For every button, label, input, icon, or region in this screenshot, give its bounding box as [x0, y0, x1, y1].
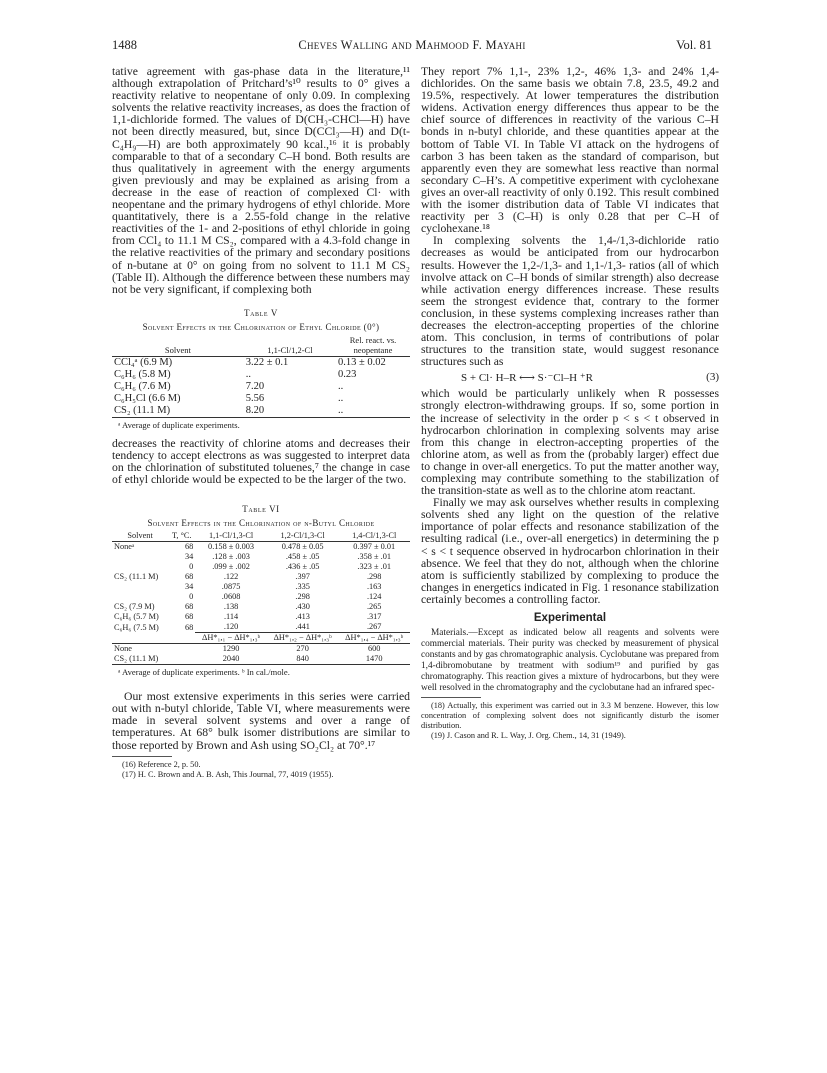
table-row [112, 405, 410, 418]
footnote-18: (18) Actually, this experiment was carried out in 3.3 M benzene. However, this low concentration of complexing solvent does not significantly disturb the isomer distribution. [421, 701, 719, 731]
table-cell: .335 [295, 582, 310, 592]
table-cell: CS₂ (11.1 M) [112, 405, 244, 418]
table-cell: Noneᵃ [114, 542, 135, 552]
table-cell: C₆H₆ (5.7 M) [114, 612, 159, 622]
table-cell: .317 [366, 612, 382, 622]
table-row [112, 592, 410, 602]
dh-header-c: ΔH*₁,₄ − ΔH*₁,₃ᵇ [338, 633, 410, 644]
table-cell: CS₂ (11.1 M) [114, 572, 159, 582]
table-row [112, 562, 410, 572]
table-cell: 68 [185, 622, 194, 632]
right-column [421, 66, 719, 741]
table-cell: 840 [267, 654, 339, 665]
running-title: Cheves Walling and Mahmood F. Mayahi [298, 38, 526, 52]
table-5-footnote: ᵃ Average of duplicate experiments. [118, 419, 240, 430]
table-cell [112, 582, 168, 592]
table-row [112, 393, 410, 405]
table-cell: 0.23 [338, 368, 357, 380]
table-6 [112, 531, 410, 665]
table-cell: C₆H₅Cl (6.6 M) [114, 392, 181, 404]
table-cell: 7.20 [245, 380, 265, 392]
footnote-divider [112, 756, 172, 757]
table-cell: .458 ± .05 [285, 552, 320, 562]
experimental-materials: Materials.—Except as indicated below all reagents and solvents were commercial materials. Their purity was checked by measurement of physical constants and by gas chromatographic analysis. Cyclobutane was prepared from 1,4-dibromobutane by treatment with sodium¹⁹ and purified by gas chromatography. This reaction gives a mixture of hydrocarbons, but they were well resolved in the chromatography and the cyclobutane had an infrared spec- [421, 628, 719, 693]
footnote-divider [421, 697, 481, 698]
table-cell: 600 [338, 644, 410, 655]
table-5-header-solvent: Solvent [112, 335, 244, 357]
right-paragraph-4: Finally we may ask ourselves whether results in complexing solvents shed any light on the question of the relative importance of polar effects and resonance stabilization of the resulting radical (i.e., over-all energetics) in determining the p < s < t sequence observed in hydrocarbon chlorination in their absence. We feel that they do not, although when the chlorine atom is sufficiently stabilized by complexing to produce the changes in energetics indicated in Fig. 1 resonance stabilization certainly becomes a controlling factor. [421, 496, 719, 606]
table-cell: 68 [185, 602, 194, 612]
table-cell: 270 [267, 644, 339, 655]
table-cell: 34 [185, 552, 194, 562]
table-6-header-solvent: Solvent [112, 531, 168, 542]
table-row [112, 612, 410, 622]
table-row [112, 602, 410, 612]
table-cell: .397 [295, 572, 310, 582]
dh-header-b: ΔH*₁,₂ − ΔH*₁,₃ᵇ [267, 633, 339, 644]
table-cell: 68 [185, 542, 194, 552]
table-cell: .430 [295, 602, 310, 612]
table-cell: 0 [189, 562, 194, 572]
table-cell: .436 ± .05 [285, 562, 320, 572]
table-6-header-c: 1,4-Cl/1,3-Cl [338, 531, 410, 542]
table-cell: .. [338, 380, 344, 392]
table-6-footnote: ᵃ Average of duplicate experiments. ᵇ In cal./mole. [118, 667, 290, 678]
table-cell: 0.13 ± 0.02 [338, 356, 386, 368]
table-cell: .298 [366, 572, 382, 582]
table-row [112, 572, 410, 582]
table-cell: .441 [295, 622, 310, 632]
table-cell: 1290 [195, 644, 267, 655]
table-cell: 8.20 [244, 405, 336, 418]
table-5-header-rel: Rel. react. vs. neopentane [336, 335, 410, 357]
table-row [112, 644, 410, 655]
table-cell: .122 [223, 572, 239, 582]
footnote-19: (19) J. Cason and R. L. Way, J. Org. Chem., 14, 31 (1949). [431, 731, 626, 741]
table-row [112, 542, 410, 553]
table-row-dh-header [112, 633, 410, 644]
table-6-label: Table VI [242, 504, 280, 515]
table-cell: None [112, 644, 168, 655]
table-5 [112, 335, 410, 418]
table-cell: .120 [223, 622, 239, 632]
dh-header-a: ΔH*₁,₁ − ΔH*₁,₃ᵇ [195, 633, 267, 644]
table-cell: 2040 [195, 654, 267, 665]
table-cell: .. [245, 368, 252, 380]
table-row [112, 582, 410, 592]
table-cell: C₆H₆ (5.8 M) [114, 368, 171, 380]
table-cell: .. [336, 405, 410, 418]
table-cell: .358 ± .01 [357, 552, 391, 562]
table-cell: 0.397 ± 0.01 [353, 542, 396, 552]
equation-number: (3) [706, 371, 719, 384]
left-paragraph-2: decreases the reactivity of chlorine atoms and decreases their tendency to accept electrons as was suggested to interpret data on the chlorination of substituted toluenes,⁷ the change in case of ethyl chloride would be expected to be the larger of the two. [112, 436, 410, 487]
table-5-header-ratio: 1,1-Cl/1,2-Cl [244, 335, 336, 357]
right-paragraph-2: In complexing solvents the 1,4-/1,3-dichloride ratio decreases as would be anticipated from our hydrocarbon results. However the 1,2-/1,3- and 1,1-/1,3- ratios (all of which involve attack on C–H bonds of similar strength) also decrease while activation energy differences increase. These results seem the strongest evidence that, contrary to the former conclusion, in these systems complexing increases rather than decreases the electron-accepting properties of the chlorine atom. This conclusion, in terms of contributions of polar structures to the transition state, would suggest resonance structures such as [421, 234, 719, 369]
footnote-16: (16) Reference 2, p. 50. [122, 759, 201, 769]
table-cell: CCl₄ᵃ (6.9 M) [114, 356, 173, 368]
table-cell: C₆H₆ (7.5 M) [114, 622, 159, 632]
table-cell [112, 562, 168, 572]
left-column [112, 66, 410, 780]
table-cell: 68 [185, 612, 194, 622]
table-cell: .0875 [221, 582, 241, 592]
table-row [112, 654, 410, 665]
table-cell: .114 [223, 612, 239, 622]
table-cell: .138 [223, 602, 239, 612]
page-number: 1488 [112, 38, 137, 52]
equation-3 [421, 371, 719, 385]
table-cell: .099 ± .002 [212, 562, 250, 572]
table-cell: 3.22 ± 0.1 [245, 356, 289, 368]
table-cell: 5.56 [245, 392, 265, 404]
page-header [112, 38, 712, 54]
table-cell [112, 552, 168, 562]
table-cell: CS₂ (7.9 M) [114, 602, 155, 612]
table-6-header-a: 1,1-Cl/1,3-Cl [195, 531, 267, 542]
section-heading-experimental: Experimental [533, 612, 607, 625]
table-cell [112, 592, 168, 602]
table-cell: CS₂ (11.1 M) [112, 654, 168, 665]
footnote-17: (17) H. C. Brown and A. B. Ash, This Journal, 77, 4019 (1955). [122, 769, 334, 779]
table-6-header-temp: T, °C. [168, 531, 195, 542]
left-paragraph-3: Our most extensive experiments in this series were carried out with n-butyl chloride, Table VI, where measurements were made in several solvent systems and over a range of temperatures. At 68° bulk isomer distributions are similar to those reported by Brown and Ash using SO₂Cl₂ at 70°.¹⁷ [112, 690, 410, 752]
table-cell: 0 [189, 592, 194, 602]
table-5-label: Table V [244, 307, 278, 318]
table-cell: .265 [366, 602, 382, 612]
table-row [112, 369, 410, 381]
table-cell: .298 [295, 592, 310, 602]
table-cell: C₆H₆ (7.6 M) [114, 380, 171, 392]
table-cell: .124 [366, 592, 382, 602]
table-cell: .323 ± .01 [357, 562, 391, 572]
table-cell: 34 [185, 582, 194, 592]
table-row [112, 622, 410, 633]
left-paragraph-1: tative agreement with gas-phase data in the literature,¹¹ although extrapolation of Pritchard’s¹⁰ results to 0° gives a reactivity relative to neopentane of only 0.09. In complexing solvents the relative reactivity increases, as does the fraction of 1,1-dichloride formed. The values of D(CH₃-CHCl—H) have not been directly measured, but, since D(CCl₃—H) and D(t-C₄H₉—H) are both approximately 90 kcal.,¹⁶ it is probably comparable to that of a secondary C–H bond. Both results are thus qualitatively in agreement with the energy arguments given previously and may be explained as arising from a decrease in the ease of reaction of complexed Cl· with neopentane and the primary hydrogens of ethyl chloride. More quantitatively, there is a 2.55-fold change in the relative reactivities of the 1- and 2-positions of ethyl chloride in going from CCl₄ to 11.1 M CS₂, compared with a 4.3-fold change in the relative reactivities of the primary and secondary positions of n-butane at 0° on going from no solvent to 11.1 M CS₂ (Table II). Although the difference between these numbers may not be very significant, if complexing both [112, 65, 410, 296]
table-cell: .0608 [221, 592, 241, 602]
table-6-header-b: 1,2-Cl/1,3-Cl [267, 531, 339, 542]
table-6-caption: Solvent Effects in the Chlorination of n-Butyl Chloride [147, 518, 375, 529]
table-cell: .. [338, 392, 344, 404]
table-cell: 0.478 ± 0.05 [281, 542, 324, 552]
table-row [112, 356, 410, 369]
volume-label: Vol. 81 [676, 38, 712, 52]
table-cell: 0.158 ± 0.003 [208, 542, 255, 552]
table-cell: .163 [366, 582, 382, 592]
table-cell: .267 [366, 622, 382, 632]
table-cell: 68 [185, 572, 194, 582]
right-paragraph-3: which would be particularly unlikely when R possesses strongly electron-withdrawing groups. If so, some portion in the increase of selectivity in the order p < s < t observed in hydrocarbon chlorination in complexing solvents may arise from this change in electron-accepting properties of the chlorine atom, as well as from the (probably larger) effect due to change in over-all energetics. To put the matter another way, complexing may contribute something to the stabilization of the transition-state as well as to the chlorine atom reactant. [421, 387, 719, 498]
table-row [112, 552, 410, 562]
table-5-caption: Solvent Effects in the Chlorination of Ethyl Chloride (0°) [142, 321, 380, 332]
table-cell: 1470 [338, 654, 410, 665]
table-cell: .413 [295, 612, 310, 622]
equation-expression: S + Cl· H–R ⟷ S·⁻Cl–H ⁺R [461, 372, 593, 385]
table-row [112, 381, 410, 393]
table-cell: .128 ± .003 [212, 552, 250, 562]
right-paragraph-1: They report 7% 1,1-, 23% 1,2-, 46% 1,3- and 24% 1,4-dichlorides. On the same basis we obtain 7.8, 23.5, 49.2 and 19.5%, respectively. At lower temperatures the distribution widens. Activation energy differences thus appear to be the chief source of differences in reactivity of the various C–H bonds in n-butyl chloride, and these quantities appear at the bottom of Table VI. In Table VI attack on the hydrogens of carbon 3 has been taken as the standard of comparison, but apparently even they are somewhat less reactive than normal secondary C–H’s. A competitive experiment with cyclohexane gives an over-all reactivity of only 0.192. This result combined with the isomer distribution data of Table VI indicates that reactivity per 3 (C–H) is only 0.28 that per C–H of cyclohexane.¹⁸ [421, 65, 719, 236]
